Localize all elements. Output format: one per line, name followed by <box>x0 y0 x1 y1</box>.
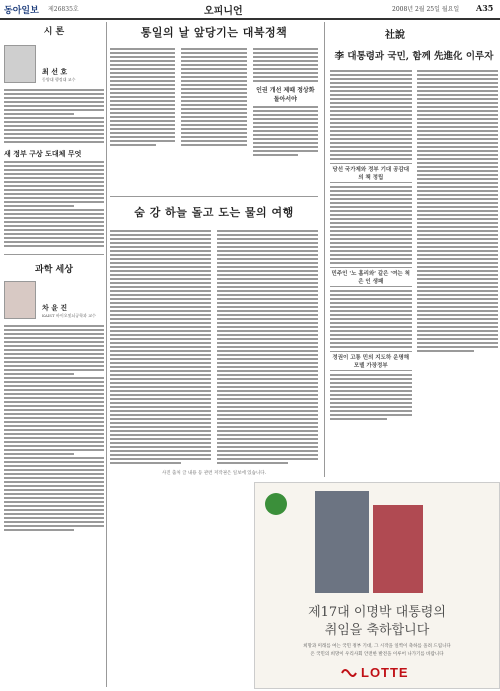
section-title: 오피니언 <box>204 6 243 17</box>
editorial-body-text <box>330 70 412 160</box>
columnist-name: 최 선 호 <box>42 67 68 76</box>
page-number: A35 <box>476 3 494 13</box>
left-opinion-column <box>4 24 104 249</box>
ad-text-line1: 희망과 미래를 여는 국민 정부 기대, 그 시작을 일찍이 축하를 올려 드립니다 <box>303 644 451 649</box>
columnist-title: 동양대 행정대 교수 <box>42 77 76 82</box>
editorial-subhead: 민주인 '노 홈리와' 같은 '여는 척 은 인 생패 <box>330 267 412 287</box>
article-subhead: 인권 개선 제때 정상화 돌아서야 <box>256 87 315 103</box>
columnist-title: KAIST 바이오및뇌공학과 교수 <box>42 313 96 318</box>
publication-date: 2008년 2월 25일 월요일 <box>392 6 460 13</box>
editorial-headline: 李 대통령과 국민, 함께 先進化 이루자 <box>334 51 494 62</box>
editorial-body-text <box>330 290 412 348</box>
column-divider <box>324 22 325 477</box>
article-body-text <box>217 228 318 466</box>
middle-article-bottom <box>110 204 318 476</box>
editorial-body-text <box>417 68 499 422</box>
ad-headline-line2: 취임을 축하합니다 <box>324 623 430 638</box>
divider <box>4 254 104 255</box>
issue-number: 제26835호 <box>48 6 79 13</box>
article-headline: 숨 강 하늘 돌고 도는 물의 여행 <box>134 206 294 219</box>
divider <box>110 196 318 197</box>
columnist-name: 차 윤 진 <box>42 303 68 312</box>
columnist-photo <box>4 281 36 319</box>
lotte-mark-icon <box>341 667 357 679</box>
lotte-logo <box>341 665 409 680</box>
column-body-text <box>4 161 104 247</box>
article-body-text <box>110 46 175 158</box>
first-lady-photo <box>373 505 423 593</box>
ad-headline-line1: 제17대 이명박 대통령의 <box>308 605 446 620</box>
government-emblem-icon <box>265 493 287 515</box>
middle-article-top <box>110 24 318 158</box>
president-photo <box>315 491 369 593</box>
article-body-text <box>110 228 211 466</box>
article-body-text <box>253 106 318 156</box>
congratulatory-advertisement <box>254 482 500 689</box>
editorial-body-text <box>330 186 412 264</box>
article-body-text <box>253 48 318 82</box>
editorial-body-text <box>330 374 412 420</box>
editorial-label: 社說 <box>385 30 405 41</box>
editorial-subhead: 당선 국가제와 정부 기대 공감대의 책 정립 <box>330 163 412 183</box>
column-subhead: 새 정부 구상 도대체 무엇 <box>4 149 82 158</box>
columnist-photo <box>4 45 36 83</box>
masthead-bar <box>0 0 500 20</box>
article-body-text <box>181 46 246 158</box>
column-kicker: 시 론 <box>43 27 65 37</box>
article-headline: 통일의 날 앞당기는 대북정책 <box>140 26 288 39</box>
column-body-text <box>4 325 104 531</box>
section-kicker: 과학 세상 <box>35 265 73 275</box>
science-column <box>4 262 104 533</box>
column-body-text <box>4 89 104 143</box>
editorial-column <box>330 48 498 422</box>
editorial-subhead: 정권이 고통 민의 지도하 운명해 모델 가장정부 <box>330 351 412 371</box>
newspaper-logo: 동아일보 <box>4 6 39 16</box>
brand-name: LOTTE <box>361 665 409 680</box>
footer-note: 사진 출처 글 내용 등 관련 저작권은 일보에 있습니다. <box>161 471 267 476</box>
ad-text-line2: 온 국민의 희망이 우리사회 안전한 발전을 이루어 나가기를 바랍니다 <box>310 652 444 657</box>
column-divider <box>106 22 107 687</box>
